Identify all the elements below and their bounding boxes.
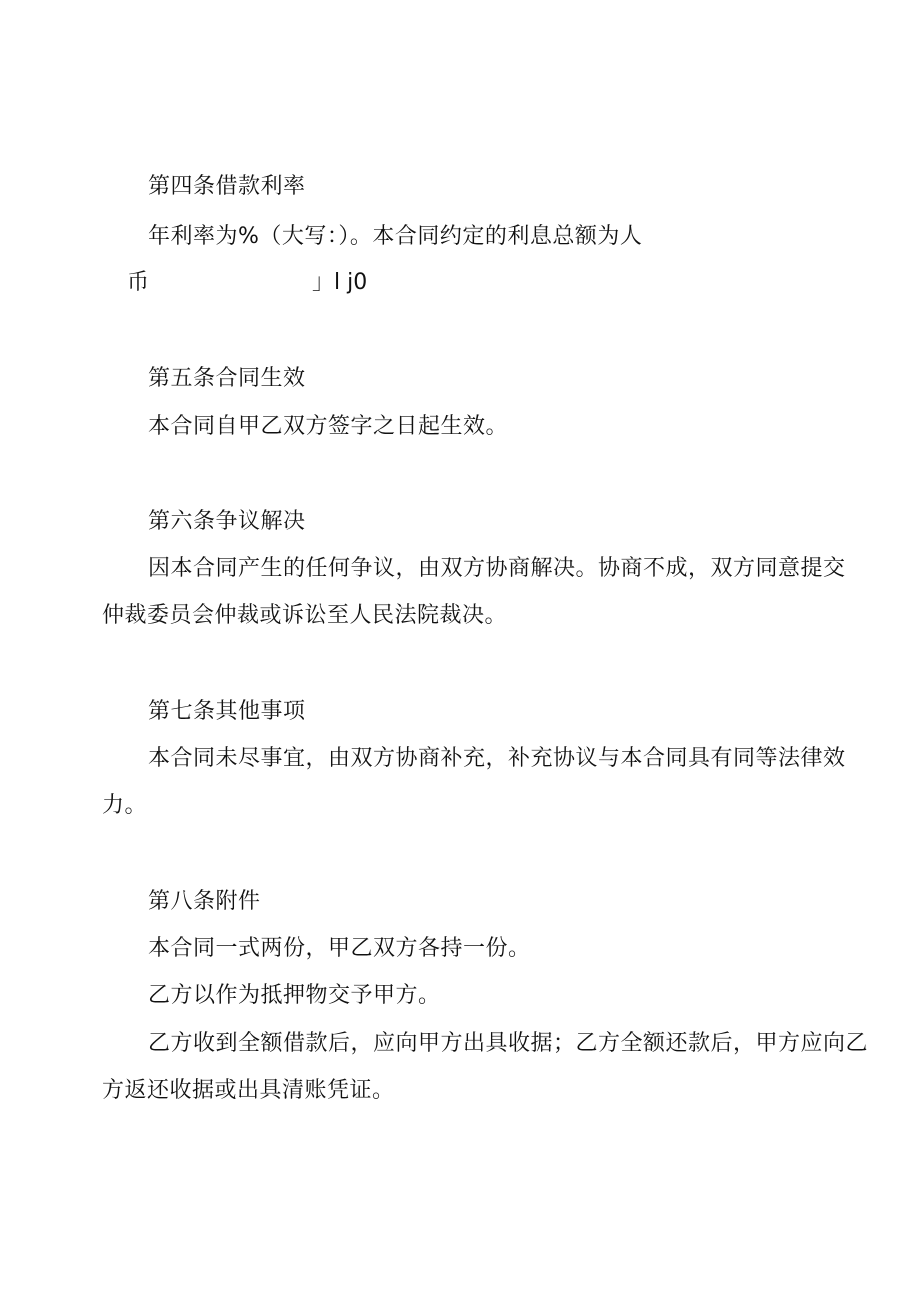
article4-heading: 第四条借款利率 [148,174,306,199]
article7-line1: 本合同未尽事宜，由双方协商补充，补充协议与本合同具有同等法律效 [148,746,846,771]
article6-line1: 因本合同产生的任何争议，由双方协商解决。协商不成，双方同意提交 [148,556,846,581]
article8-line2: 乙方以作为抵押物交予甲方。 [148,983,441,1008]
article8-line3: 乙方收到全额借款后，应向甲方出具收据；乙方全额还款后，甲方应向乙 [148,1031,869,1056]
article7-heading: 第七条其他事项 [148,699,306,724]
article4-line1: 年利率为%（大写：）。本合同约定的利息总额为人 [148,224,643,249]
article6-line2: 仲裁委员会仲裁或诉讼至人民法院裁决。 [102,603,508,628]
article4-line2-start: 币 [127,270,150,295]
article5-heading: 第五条合同生效 [148,366,306,391]
article8-line4: 方返还收据或出具清账凭证。 [102,1078,395,1103]
article5-line1: 本合同自甲乙双方签字之日起生效。 [148,414,509,439]
article7-line2: 力。 [102,793,148,818]
article8-line1: 本合同一式两份，甲乙双方各持一份。 [148,936,531,961]
article4-line2-end: 」l j0 [312,270,368,295]
article6-heading: 第六条争议解决 [148,509,306,534]
article8-heading: 第八条附件 [148,889,261,914]
